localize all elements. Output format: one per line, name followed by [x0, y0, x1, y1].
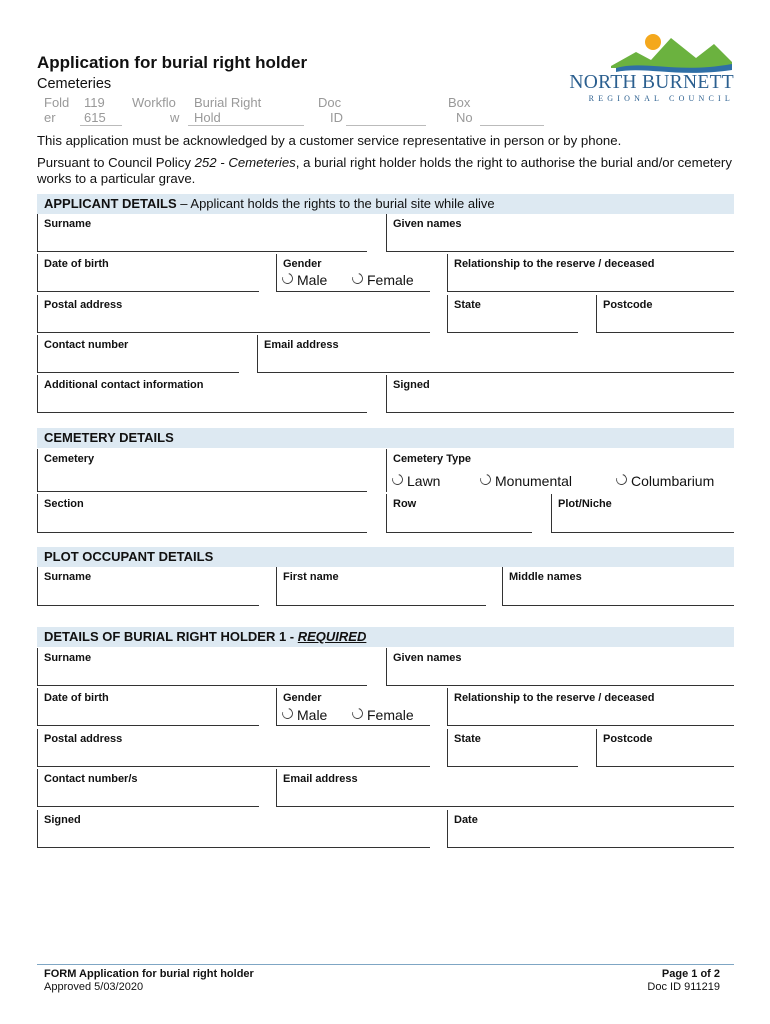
folder-value: 119 [84, 95, 105, 110]
radio-icon[interactable] [350, 706, 365, 721]
applicant-additional-info-field[interactable]: Additional contact information [37, 375, 367, 413]
workflow-value: Burial Right [194, 95, 262, 110]
applicant-postcode-field[interactable]: Postcode [596, 295, 734, 333]
cemetery-type-lawn[interactable]: Lawn [392, 473, 440, 489]
holder1-surname-field[interactable]: Surname [37, 648, 367, 686]
logo-name: NORTH BURNETT [569, 72, 734, 93]
applicant-given-names-field[interactable]: Given names [386, 214, 734, 252]
holder1-signed-field[interactable]: Signed [37, 810, 430, 848]
holder1-given-names-field[interactable]: Given names [386, 648, 734, 686]
radio-icon[interactable] [390, 472, 405, 487]
holder1-contact-number-field[interactable]: Contact number/s [37, 769, 259, 807]
occupant-surname-field[interactable]: Surname [37, 567, 259, 606]
box-no-label-cont: No [456, 110, 473, 125]
radio-icon[interactable] [350, 271, 365, 286]
holder1-details-heading: DETAILS OF BURIAL RIGHT HOLDER 1 - REQUIRED [37, 627, 734, 647]
footer-form-name: FORM Application for burial right holder [44, 968, 254, 980]
applicant-details-heading: APPLICANT DETAILS – Applicant holds the rights to the burial site while alive [37, 194, 734, 214]
radio-icon[interactable] [478, 472, 493, 487]
folder-value-cont: 615 [84, 110, 106, 125]
holder1-state-field[interactable]: State [447, 729, 578, 767]
workflow-label: Workflo [132, 95, 176, 110]
acknowledgement-note: This application must be acknowledged by a customer service representative in person or by phone. [37, 133, 622, 148]
applicant-gender-male[interactable]: Male [282, 272, 327, 288]
workflow-value-cont: Hold [194, 110, 221, 125]
radio-icon[interactable] [280, 271, 295, 286]
applicant-dob-field[interactable]: Date of birth [37, 254, 259, 292]
sun-icon [645, 34, 661, 50]
holder1-postcode-field[interactable]: Postcode [596, 729, 734, 767]
occupant-details-heading: PLOT OCCUPANT DETAILS [37, 547, 734, 567]
logo-subtitle: REGIONAL COUNCIL [588, 94, 734, 103]
box-no-label: Box [448, 95, 471, 110]
applicant-surname-field[interactable]: Surname [37, 214, 367, 252]
folder-label: Fold [44, 95, 70, 110]
cemetery-row-field[interactable]: Row [386, 494, 532, 533]
cemetery-details-heading: CEMETERY DETAILS [37, 428, 734, 448]
applicant-contact-number-field[interactable]: Contact number [37, 335, 239, 373]
cemetery-section-field[interactable]: Section [37, 494, 367, 533]
radio-icon[interactable] [280, 706, 295, 721]
holder1-email-field[interactable]: Email address [276, 769, 734, 807]
doc-id-label: Doc [318, 95, 342, 110]
applicant-relationship-field[interactable]: Relationship to the reserve / deceased [447, 254, 734, 292]
policy-note: Pursuant to Council Policy 252 - Cemeteries, a burial right holder holds the right to authorise the burial and/or cemetery works to a particular grave. [37, 155, 732, 186]
footer-approved-date: Approved 5/03/2020 [44, 981, 144, 993]
holder1-date-field[interactable]: Date [447, 810, 734, 848]
holder1-postal-address-field[interactable]: Postal address [37, 729, 430, 767]
council-logo [556, 30, 734, 104]
page-subtitle: Cemeteries [37, 76, 112, 92]
occupant-first-name-field[interactable]: First name [276, 567, 486, 606]
applicant-state-field[interactable]: State [447, 295, 578, 333]
holder1-gender-female[interactable]: Female [352, 707, 414, 723]
applicant-gender-field: Gender [276, 254, 430, 292]
cemetery-plot-field[interactable]: Plot/Niche [551, 494, 734, 533]
holder1-relationship-field[interactable]: Relationship to the reserve / deceased [447, 688, 734, 726]
footer-doc-id: Doc ID 911219 [647, 981, 720, 993]
applicant-signed-field[interactable]: Signed [386, 375, 734, 413]
applicant-email-field[interactable]: Email address [257, 335, 734, 373]
applicant-gender-female[interactable]: Female [352, 272, 414, 288]
workflow-label-cont: w [170, 110, 180, 125]
folder-label-cont: er [44, 110, 56, 125]
cemetery-name-field[interactable]: Cemetery [37, 449, 367, 492]
holder1-gender-field: Gender [276, 688, 430, 726]
cemetery-type-monumental[interactable]: Monumental [480, 473, 572, 489]
footer-divider [37, 964, 734, 965]
occupant-middle-names-field[interactable]: Middle names [502, 567, 734, 606]
holder1-dob-field[interactable]: Date of birth [37, 688, 259, 726]
applicant-postal-address-field[interactable]: Postal address [37, 295, 430, 333]
hills-icon [611, 38, 732, 68]
cemetery-type-field: Cemetery Type [386, 449, 734, 492]
doc-id-label-cont: ID [330, 110, 343, 125]
page-title: Application for burial right holder [37, 53, 308, 72]
required-marker: REQUIRED [297, 629, 367, 644]
policy-reference: 252 - Cemeteries [194, 155, 296, 170]
holder1-gender-male[interactable]: Male [282, 707, 327, 723]
footer-page-number: Page 1 of 2 [661, 968, 720, 980]
cemetery-type-columbarium[interactable]: Columbarium [616, 473, 714, 489]
radio-icon[interactable] [614, 472, 629, 487]
